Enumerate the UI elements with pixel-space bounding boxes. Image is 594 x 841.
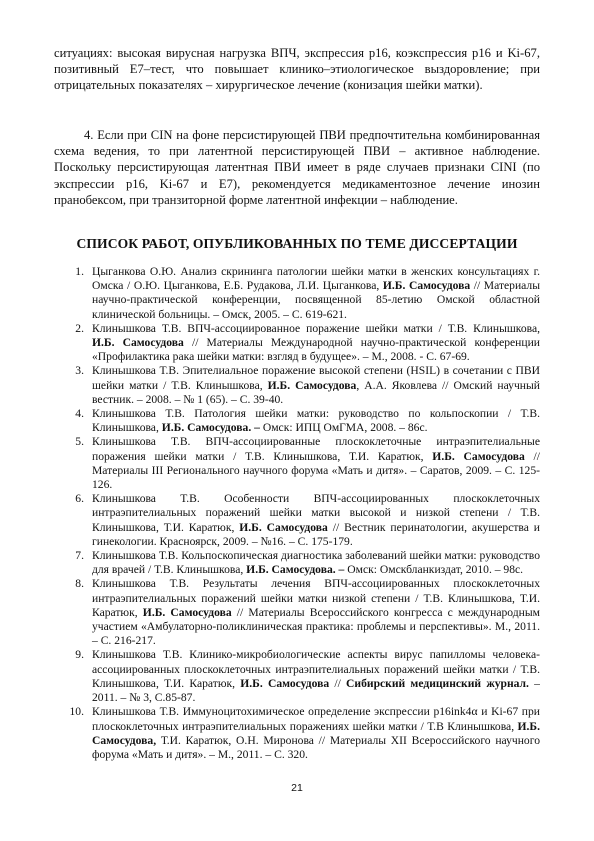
reference-text: // Материалы научно-практической конференции, посвященной 85-летию Омской областной клинической больницы. – Омск, 2005. – С. 619-621.	[92, 279, 540, 321]
reference-text: //	[329, 676, 347, 690]
reference-text: Клинышкова Т.В. ВПЧ-ассоциированные плоскоклеточные интраэпителиальные поражения шейки матки / Т.В. Клинышкова, Т.И. Каратюк,	[92, 435, 540, 463]
reference-item	[60, 265, 540, 322]
reference-bold-text: И.Б. Самосудова	[239, 520, 328, 534]
reference-item	[60, 705, 540, 762]
reference-number: 4.	[75, 407, 84, 421]
reference-text: Клинышкова Т.В. Клинико-микробиологические аспекты вирус папилломы человека-ассоциированных плоскоклеточных интраэпителиальных поражений шейки матки / Т.В. Клинышкова, Т.И. Каратюк,	[92, 648, 540, 690]
reference-number: 5.	[75, 435, 84, 449]
reference-number: 2.	[75, 321, 84, 335]
reference-bold-text: И.Б. Самосудова	[142, 605, 232, 619]
reference-number: 8.	[75, 577, 84, 591]
reference-number: 6.	[75, 492, 84, 506]
reference-bold-text: И.Б. Самосудова	[432, 449, 525, 463]
reference-item	[60, 364, 540, 407]
reference-text: // Материалы III Регионального научного форума «Мать и дитя». – Саратов, 2009. – С. 125-126.	[92, 449, 540, 492]
reference-text: Цыганкова О.Ю. Анализ скрининга патологии шейки матки в женских консультациях г. Омска / О.Ю. Цыганкова, Е.Б. Рудакова, Л.И. Цыганкова,	[92, 265, 540, 293]
reference-item	[60, 492, 540, 549]
reference-bold-text: Сибирский медицинский журнал.	[346, 676, 529, 690]
reference-text: Клинышкова Т.В. Патология шейки матки: руководство по кольпоскопии / Т.В. Клинышкова,	[92, 407, 540, 435]
reference-item	[60, 407, 540, 435]
reference-text: // Материалы Международной научно-практической конференции «Профилактика рака шейки матки: взгляд в будущее». – М., 2008. - С. 67-69.	[92, 336, 540, 364]
reference-text: Клинышкова Т.В. Кольпоскопическая диагностика заболеваний шейки матки: руководство для врачей / Т.В. Клинышкова,	[92, 549, 540, 577]
reference-text: Т.И. Каратюк, О.Н. Миронова // Материалы XII Всероссийского научного форума «Мать и дитя». – М., 2011. – С. 320.	[92, 733, 540, 761]
reference-text: – 2011. – № 3, С.85-87.	[92, 676, 540, 705]
reference-text: // Вестник перинатологии, акушерства и гинекологии. Красноярск, 2009. – №16. – С. 175-179.	[92, 520, 540, 548]
publications-heading: СПИСОК РАБОТ, ОПУБЛИКОВАННЫХ ПО ТЕМЕ ДИССЕРТАЦИИ	[76, 236, 518, 251]
reference-number: 10.	[69, 705, 84, 719]
reference-text: // Материалы Всероссийского конгресса с международным участием «Амбулаторно-поликлиническая практика: проблемы и перспективы». М., 2011. – С. 216-217.	[92, 605, 540, 648]
reference-number: 3.	[75, 364, 84, 378]
reference-text: , А.А. Яковлева // Омский научный вестник. – 2008. – № 1 (65). – С. 39-40.	[92, 378, 540, 406]
reference-bold-text: И.Б. Самосудова	[240, 676, 330, 690]
reference-bold-text: И.Б. Самосудова	[382, 279, 471, 293]
body-paragraph: ситуациях: высокая вирусная нагрузка ВПЧ, экспрессия p16, коэкспрессия p16 и Ki-67, позитивный Е7–тест, что повышает клинико–этиологическое выздоровление; при отрицательных показателях – хирургическое лечение (конизация шейки матки).	[54, 46, 540, 93]
reference-text: Омск: ИПЦ ОмГМА, 2008. – 86с.	[259, 421, 428, 435]
reference-bold-text: И.Б. Самосудова. –	[246, 563, 345, 577]
reference-bold-text: И.Б. Самосудова	[92, 336, 184, 350]
reference-number: 1.	[75, 265, 84, 278]
reference-item	[60, 577, 540, 648]
reference-item	[60, 435, 540, 492]
reference-bold-text: И.Б. Самосудова,	[92, 719, 540, 747]
reference-item	[60, 322, 540, 365]
reference-text: Клинышкова Т.В. Особенности ВПЧ-ассоциированных плоскоклеточных интраэпителиальных поражений шейки матки высокой и низкой степени / Т.В. Клинышкова, Т.И. Каратюк,	[92, 492, 540, 534]
page-number: 21	[291, 782, 303, 794]
reference-text: Клинышкова Т.В. Иммуноцитохимическое определение экспрессии p16ink4α и Ki-67 при плоскоклеточных интраэпителиальных поражениях шейки матки / Т.В Клинышкова,	[92, 705, 540, 733]
reference-text: Омск: Омскбланкиздат, 2010. – 98с.	[344, 563, 524, 577]
reference-number: 9.	[75, 648, 84, 662]
reference-text: Клинышкова Т.В. Результаты лечения ВПЧ-ассоциированных плоскоклеточных интраэпителиальных поражений шейки матки низкой степени / Т.В. Клинышкова, Т.И. Каратюк,	[92, 577, 540, 619]
reference-bold-text: И.Б. Самосудова	[267, 378, 357, 392]
reference-bold-text: И.Б. Самосудова. –	[161, 421, 260, 435]
conclusion-paragraph: 4. Если при CIN на фоне персистирующей ПВИ предпочтительна комбинированная схема ведения, то при латентной персистирующей ПВИ – активное наблюдение. Поскольку персистирующая латентная ПВИ имеет в ряде случаев признаки CINI (по экспрессии p16, Ki-67 и Е7), рекомендуется медикаментозное лечение инозин пранобексом, при транзиторной форме латентной инфекции – наблюдение.	[54, 128, 540, 207]
reference-item	[60, 549, 540, 577]
reference-number: 7.	[75, 549, 84, 563]
reference-text: Клинышкова Т.В. Эпителиальное поражение высокой степени (HSIL) в сочетании с ПВИ шейки матки / Т.В. Клинышкова,	[92, 364, 540, 392]
reference-item	[60, 648, 540, 705]
publications-list	[60, 265, 540, 762]
reference-text: Клинышкова Т.В. ВПЧ-ассоциированное поражение шейки матки / Т.В. Клинышкова,	[92, 321, 540, 335]
